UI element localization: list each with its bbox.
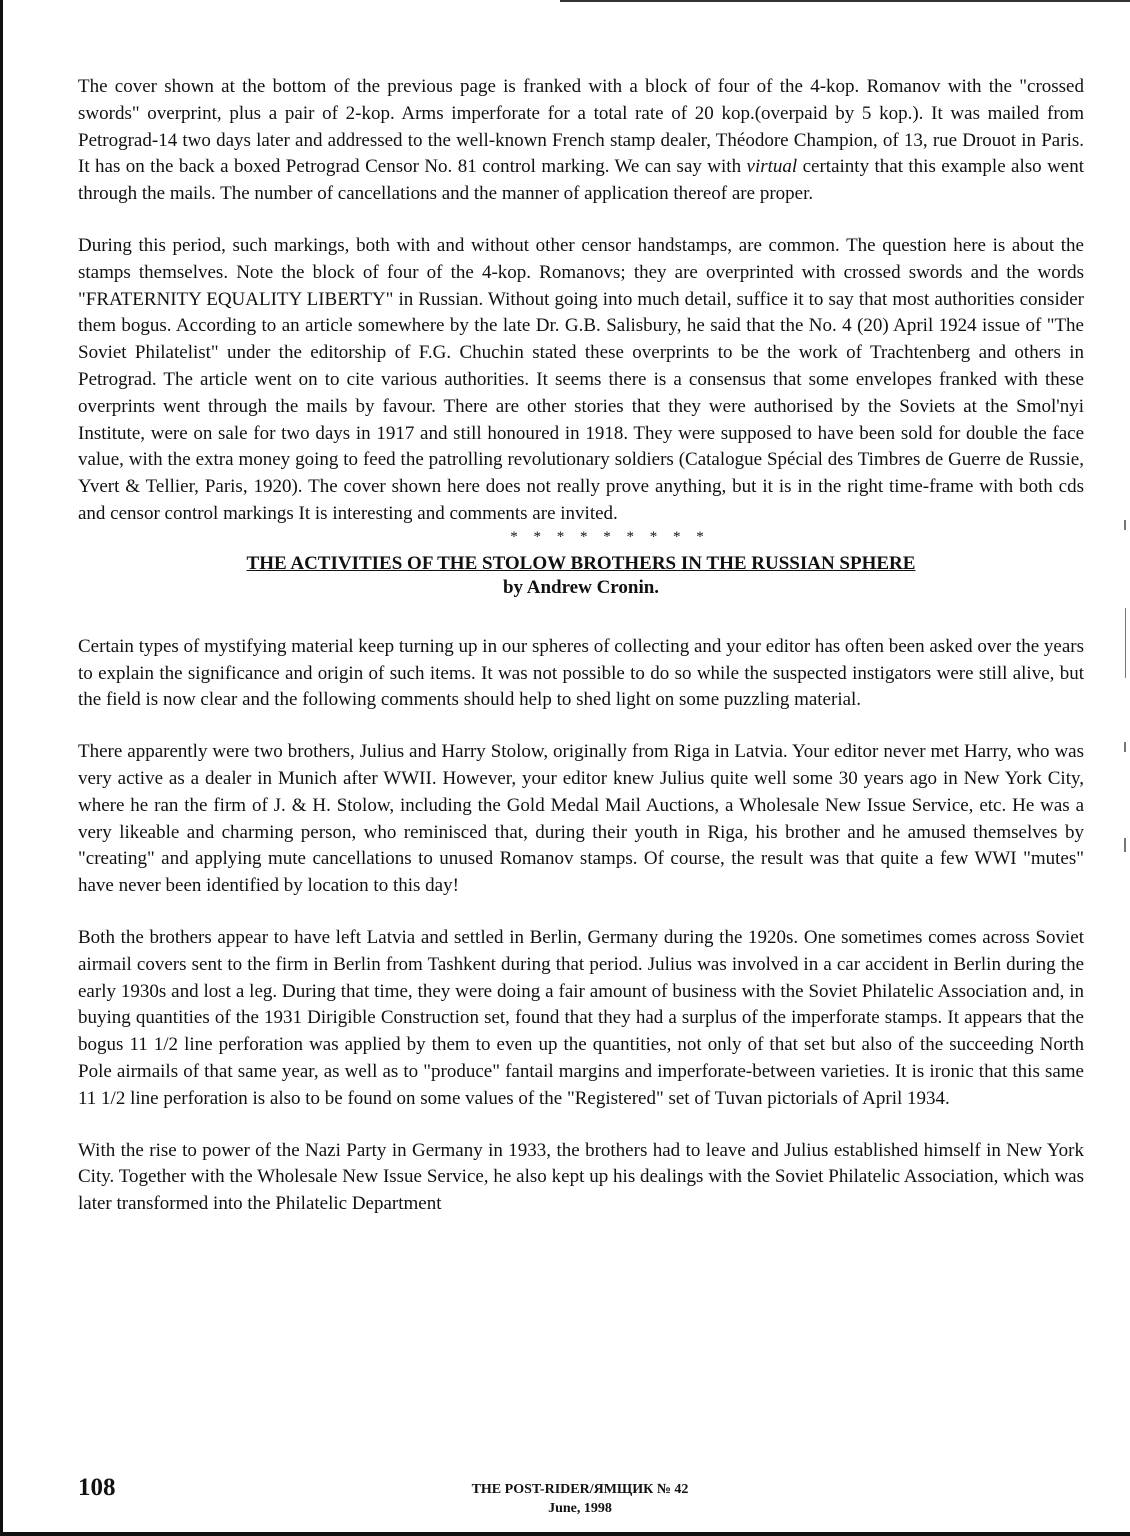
issue-date: June, 1998 (548, 1501, 612, 1516)
margin-mark (1124, 520, 1126, 530)
section-separator: * * * * * * * * * (510, 528, 704, 545)
margin-mark (1124, 838, 1126, 852)
paragraph-brothers-origin: There apparently were two brothers, Julius and Harry Stolow, originally from Riga in Latvia. Your editor never met Harry, who was very active as a dealer in Munich after WWII. However, your editor knew Julius quite well some 30 years ago in New York City, where he ran the firm of J. & H. Stolow, including the Gold Medal Mail Auctions, a Wholesale New Issue Service, etc. He was a very likeable and charming person, who reminisced that, during their youth in Riga, his brother and he amused themselves by "creating" and applying mute cancellations to unused Romanov stamps. Of course, the result was that quite a few WWI "mutes" have never been identified by location to this day! (78, 741, 1084, 897)
paragraph-berlin-period: Both the brothers appear to have left Latvia and settled in Berlin, Germany during the 1920s. One sometimes comes across Soviet airmail covers sent to the firm in Berlin from Tashkent during that period. Julius was involved in a car accident in Berlin during the early 1930s and lost a leg. During that time, they were doing a fair amount of business with the Soviet Philatelic Association and, in buying quantities of the 1931 Dirigible Construction set, found that they had a surplus of the imperforate stamps. It appears that the bogus 11 1/2 line perforation was applied by them to even up the quantities, not only of that set but also of the succeeding North Pole airmails of that same year, as well as to "produce" fantail margins and imperforate-between varieties. It is ironic that this same 11 1/2 line perforation is also to be found on some values of the "Registered" set of Tuvan pictorials of April 1934. (78, 926, 1084, 1109)
paragraph-text: The cover shown at the bottom of the previous page is franked with a block of four of the 4-kop. Romanov with the "crossed swords" overprint, plus a pair of 2-kop. Arms imperforate for a total rate of 20 kop.(overpaid by 5 kop.). It was mailed from Petrograd-14 two days later and addressed to the well-known French stamp dealer, Théodore Champion, of 13, rue Drouot in Paris. It has on the back a boxed Petrograd Censor No. 81 control marking. We can say with (78, 76, 1084, 178)
page-number: 108 (78, 1474, 116, 1501)
paragraph-cover-description (78, 74, 1084, 208)
footer-publication (330, 1480, 830, 1518)
page-bottom-border (0, 1532, 1130, 1536)
article-byline: by Andrew Cronin. (502, 576, 660, 598)
paragraph-new-york: With the rise to power of the Nazi Party in Germany in 1933, the brothers had to leave and Julius established himself in New York City. Together with the Wholesale New Issue Service, he also kept up his dealings with the Soviet Philatelic Association, which was later transformed into the Philatelic Department (78, 1139, 1084, 1215)
margin-mark (1124, 742, 1126, 752)
page-top-border (560, 0, 1130, 2)
magazine-title: THE POST-RIDER/ЯМЩИК № 42 (471, 1482, 689, 1497)
margin-mark (1125, 608, 1126, 678)
page-left-border (0, 0, 3, 1536)
paragraph-intro: Certain types of mystifying material keep turning up in our spheres of collecting and your editor has often been asked over the years to explain the significance and origin of such items. It was not possible to do so while the suspected instigators were still alive, but the field is now clear and the following comments should help to shed light on some puzzling material. (78, 635, 1084, 711)
paragraph-overprint-discussion: During this period, such markings, both with and without other censor handstamps, are common. The question here is about the stamps themselves. Note the block of four of the 4-kop. Romanovs; they are overprinted with crossed swords and the words "FRATERNITY EQUALITY LIBERTY" in Russian. Without going into much detail, suffice it to say that most authorities consider them bogus. According to an article somewhere by the late Dr. G.B. Salisbury, he said that the No. 4 (20) April 1924 issue of "The Soviet Philatelist" under the editorship of F.G. Chuchin stated these overprints to be the work of Trachtenberg and others in Petrograd. The article went on to cite various authorities. It seems there is a consensus that some envelopes franked with these overprints went through the mails by favour. There are other stories that they were authorised by the Soviets at the Smol'nyi Institute, were on sale for two days in 1917 and still honoured in 1918. They were supposed to have been sold for double the face value, with the extra money going to feed the patrolling revolutionary soldiers (Catalogue Spécial des Timbres de Guerre de Russie, Yvert & Tellier, Paris, 1920). The cover shown here does not really prove anything, but it is in the right time-frame with both cds and censor control markings It is interesting and comments are invited. (78, 234, 1084, 524)
article-title: THE ACTIVITIES OF THE STOLOW BROTHERS IN THE RUSSIAN SPHERE (246, 552, 916, 574)
page-content (78, 74, 1084, 1243)
paragraph-text: certainty that this example also went through the mails. The number of cancellations and the manner of application thereof are proper. (78, 156, 1084, 205)
emphasis-text: virtual (746, 156, 798, 178)
